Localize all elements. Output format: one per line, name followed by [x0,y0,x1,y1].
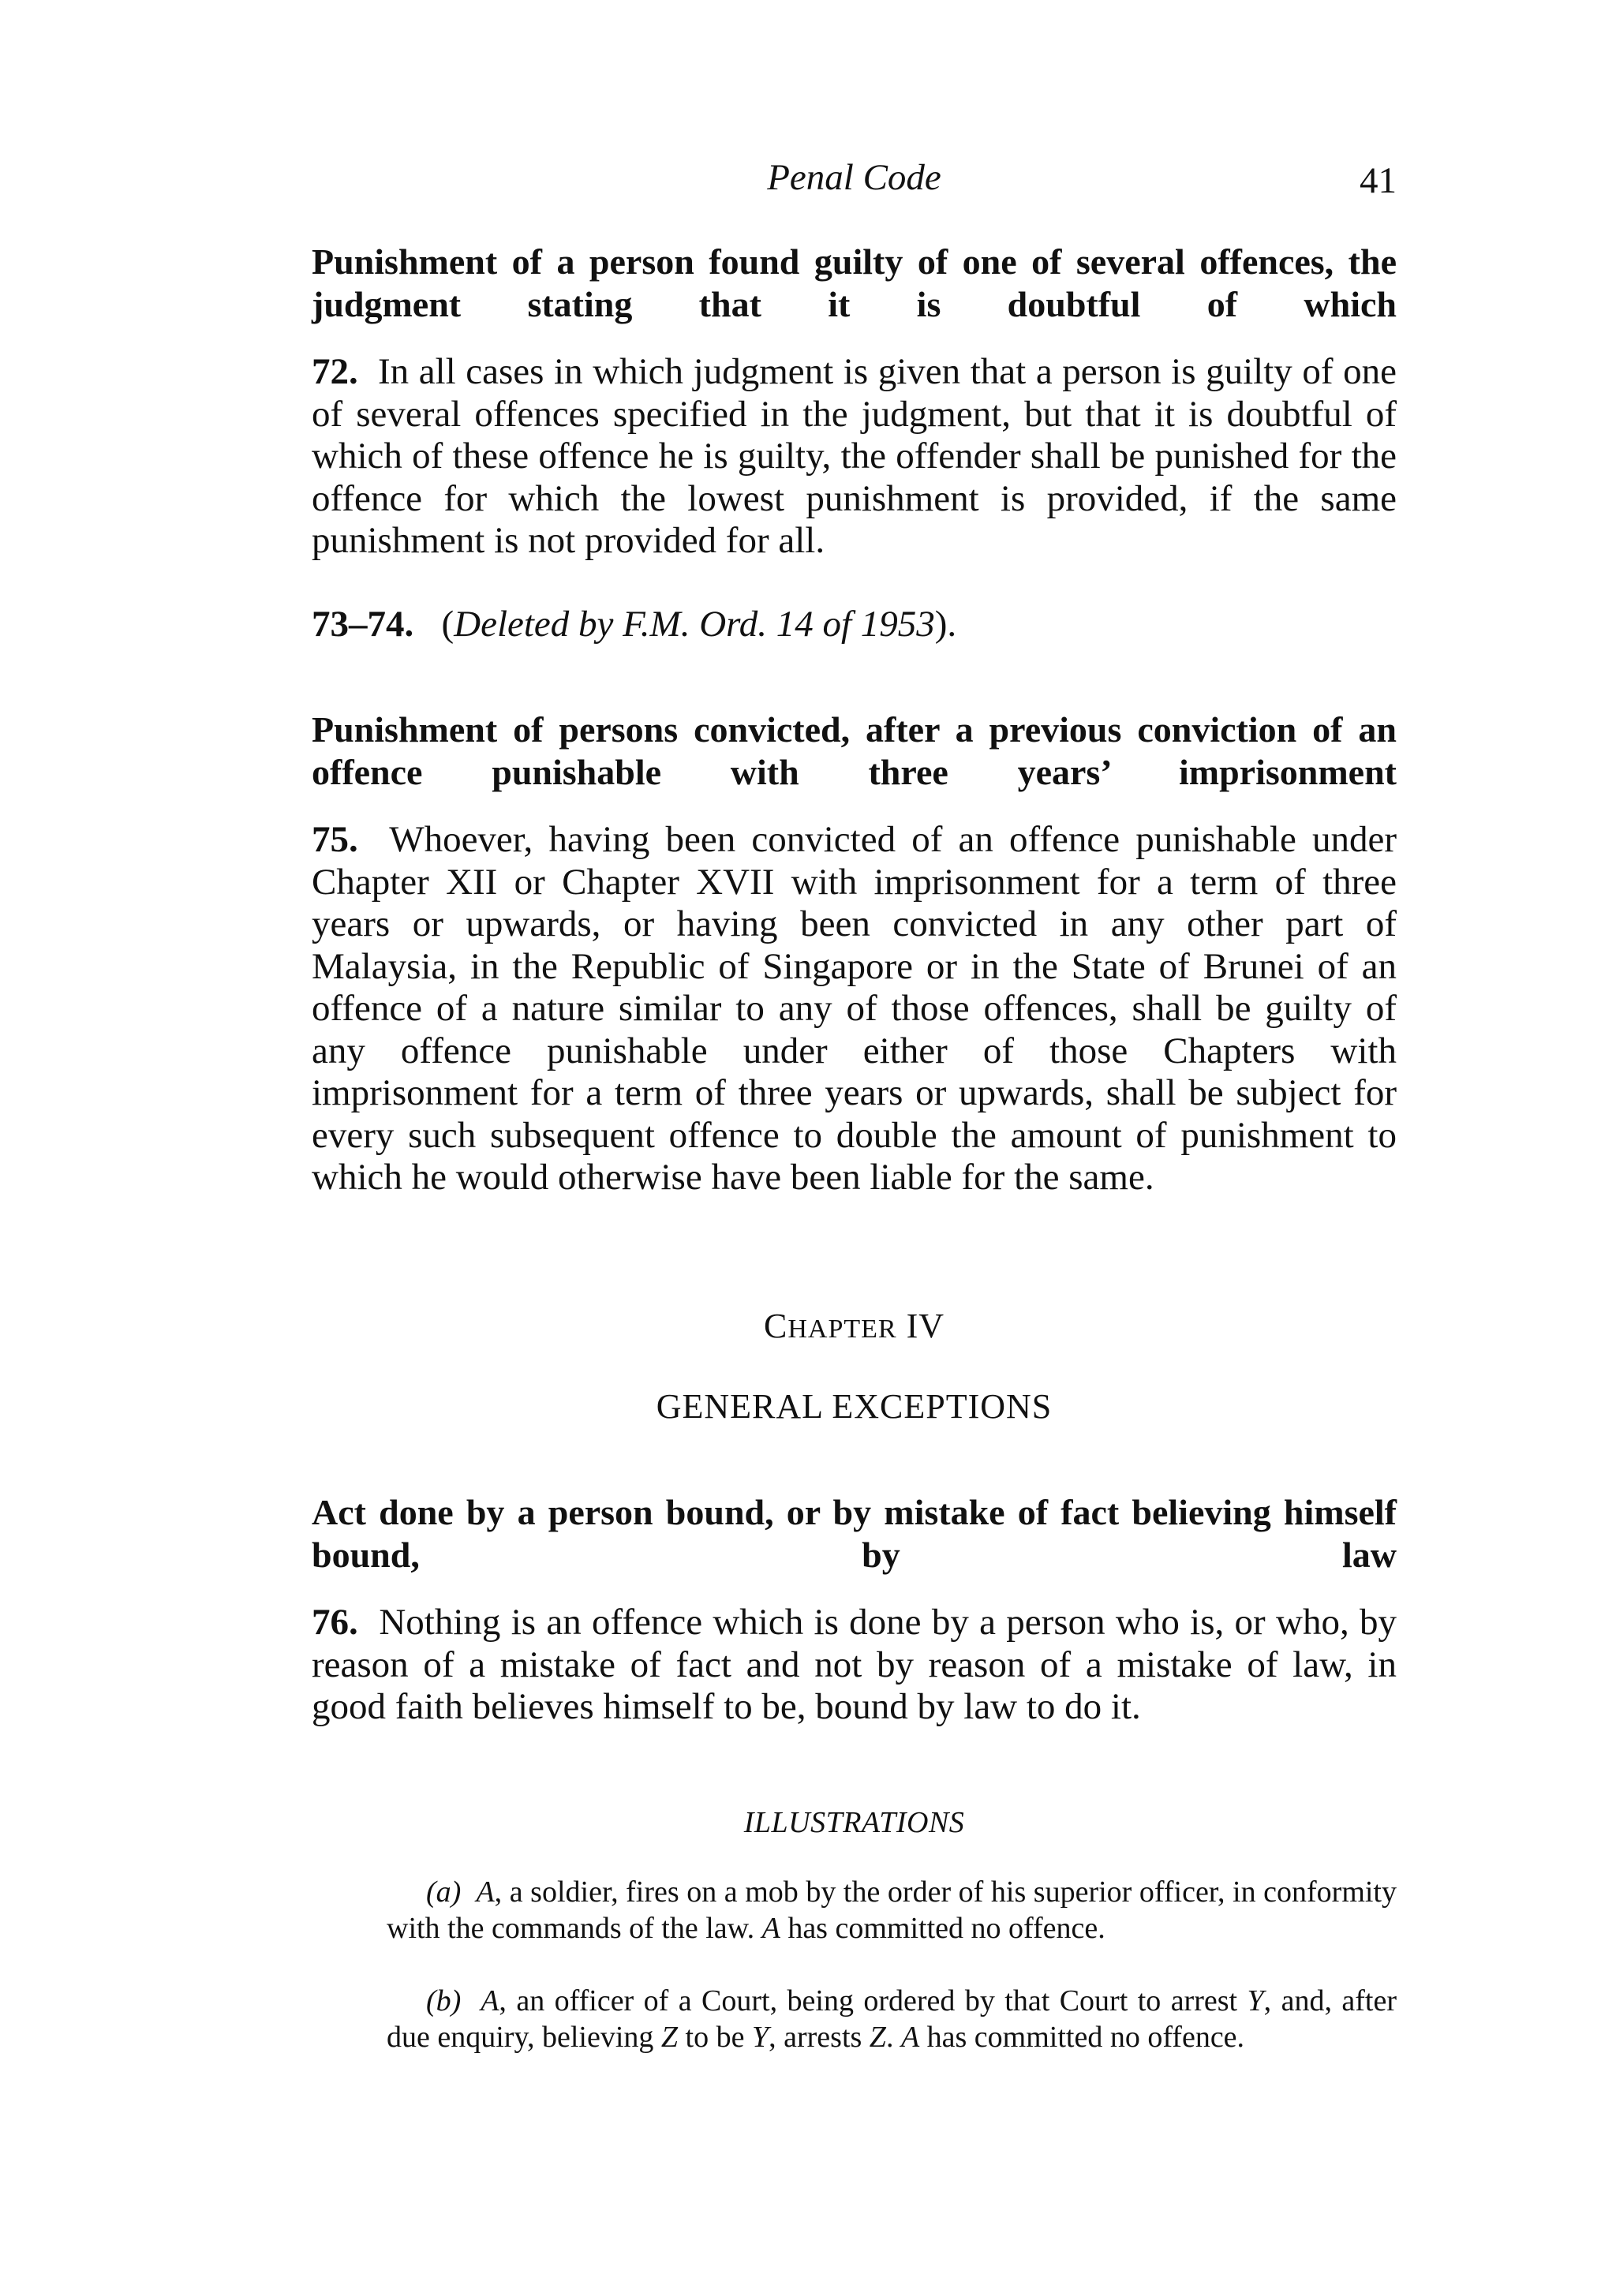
running-title: Penal Code [767,157,941,198]
deleted-note: Deleted by F.M. Ord. 14 of 1953 [454,604,935,645]
illustration-text: , a soldier, fires on a mob by the order of his superior officer, in conformity with the commands of the law. [387,1875,1397,1945]
illustration-text: to be [678,2021,752,2054]
section-75-heading: Punishment of persons convicted, after a previous conviction of an offence punishable with three years’ imprisonment [312,709,1397,792]
section-text: In all cases in which judgment is given that a person is guilty of one of several offences specified in the judgment, but that it is doubtful of which of these offence he is guilty, the offender shall be punished for the offence for which the lowest punishment is provided, if the same punishment is not provided for all. [312,351,1397,561]
section-73-74-paragraph: 73–74. (Deleted by F.M. Ord. 14 of 1953). [312,604,957,645]
chapter-word-initial: C [763,1307,788,1345]
illustration-a [387,1874,1397,1946]
illustrations-label: ILLUSTRATIONS [743,1806,965,1839]
section-number: 72. [312,351,358,392]
name-a: A [476,1875,495,1909]
chapter-numeral: IV [906,1307,945,1345]
name-y: Y [1247,1984,1264,2017]
name-a: A [900,2021,920,2054]
chapter-word-rest: HAPTER [787,1314,897,1344]
running-header [312,156,1397,204]
illustration-label: (a) [426,1875,462,1909]
illustration-b [387,1983,1397,2055]
illustration-text: , arrests [769,2021,870,2054]
chapter-title: GENERAL EXCEPTIONS [656,1387,1053,1426]
illustration-text: . [885,2021,901,2054]
section-number: 73–74. [312,604,414,645]
section-72-heading: Punishment of a person found guilty of one of several offences, the judgment stating that it is doubtful of which [312,241,1397,324]
name-z: Z [660,2021,679,2054]
illustration-label: (b) [426,1984,462,2017]
section-76-heading: Act done by a person bound, or by mistake of fact believing himself bound, by law [312,1492,1397,1575]
chapter-label [312,1306,1397,1346]
section-76-paragraph [312,1602,1397,1729]
section-text: Whoever, having been convicted of an offence punishable under Chapter XII or Chapter XVII with imprisonment for a term of three years or upwards, or having been convicted in any other part of Malaysia, in the Republic of Singapore or in the State of Brunei of an offence of a nature similar to any of those offences, shall be guilty of any offence punishable under either of those Chapters with imprisonment for a term of three years or upwards, shall be subject for every such subsequent offence to double the amount of punishment to which he would otherwise have been liable for the same. [312,819,1397,1198]
illustration-text: has committed no offence. [780,1912,1105,1945]
page-number: 41 [1360,160,1397,201]
section-72-paragraph [312,351,1397,563]
illustration-text: , an officer of a Court, being ordered by that Court to arrest [499,1984,1248,2017]
name-y: Y [751,2021,769,2054]
section-75-paragraph [312,819,1397,1199]
name-z: Z [869,2021,886,2054]
section-text: Nothing is an offence which is done by a person who is, or who, by reason of a mistake of fact and not by reason of a mistake of law, in good faith believes himself to be, bound by law to do it. [312,1602,1397,1727]
illustration-text: , and, after due enquiry, believing [387,1984,1397,2054]
name-a: A [761,1912,780,1945]
name-a: A [481,1984,499,2017]
section-number: 76. [312,1602,358,1643]
section-number: 75. [312,819,358,860]
illustration-text: has committed no offence. [919,2021,1245,2054]
